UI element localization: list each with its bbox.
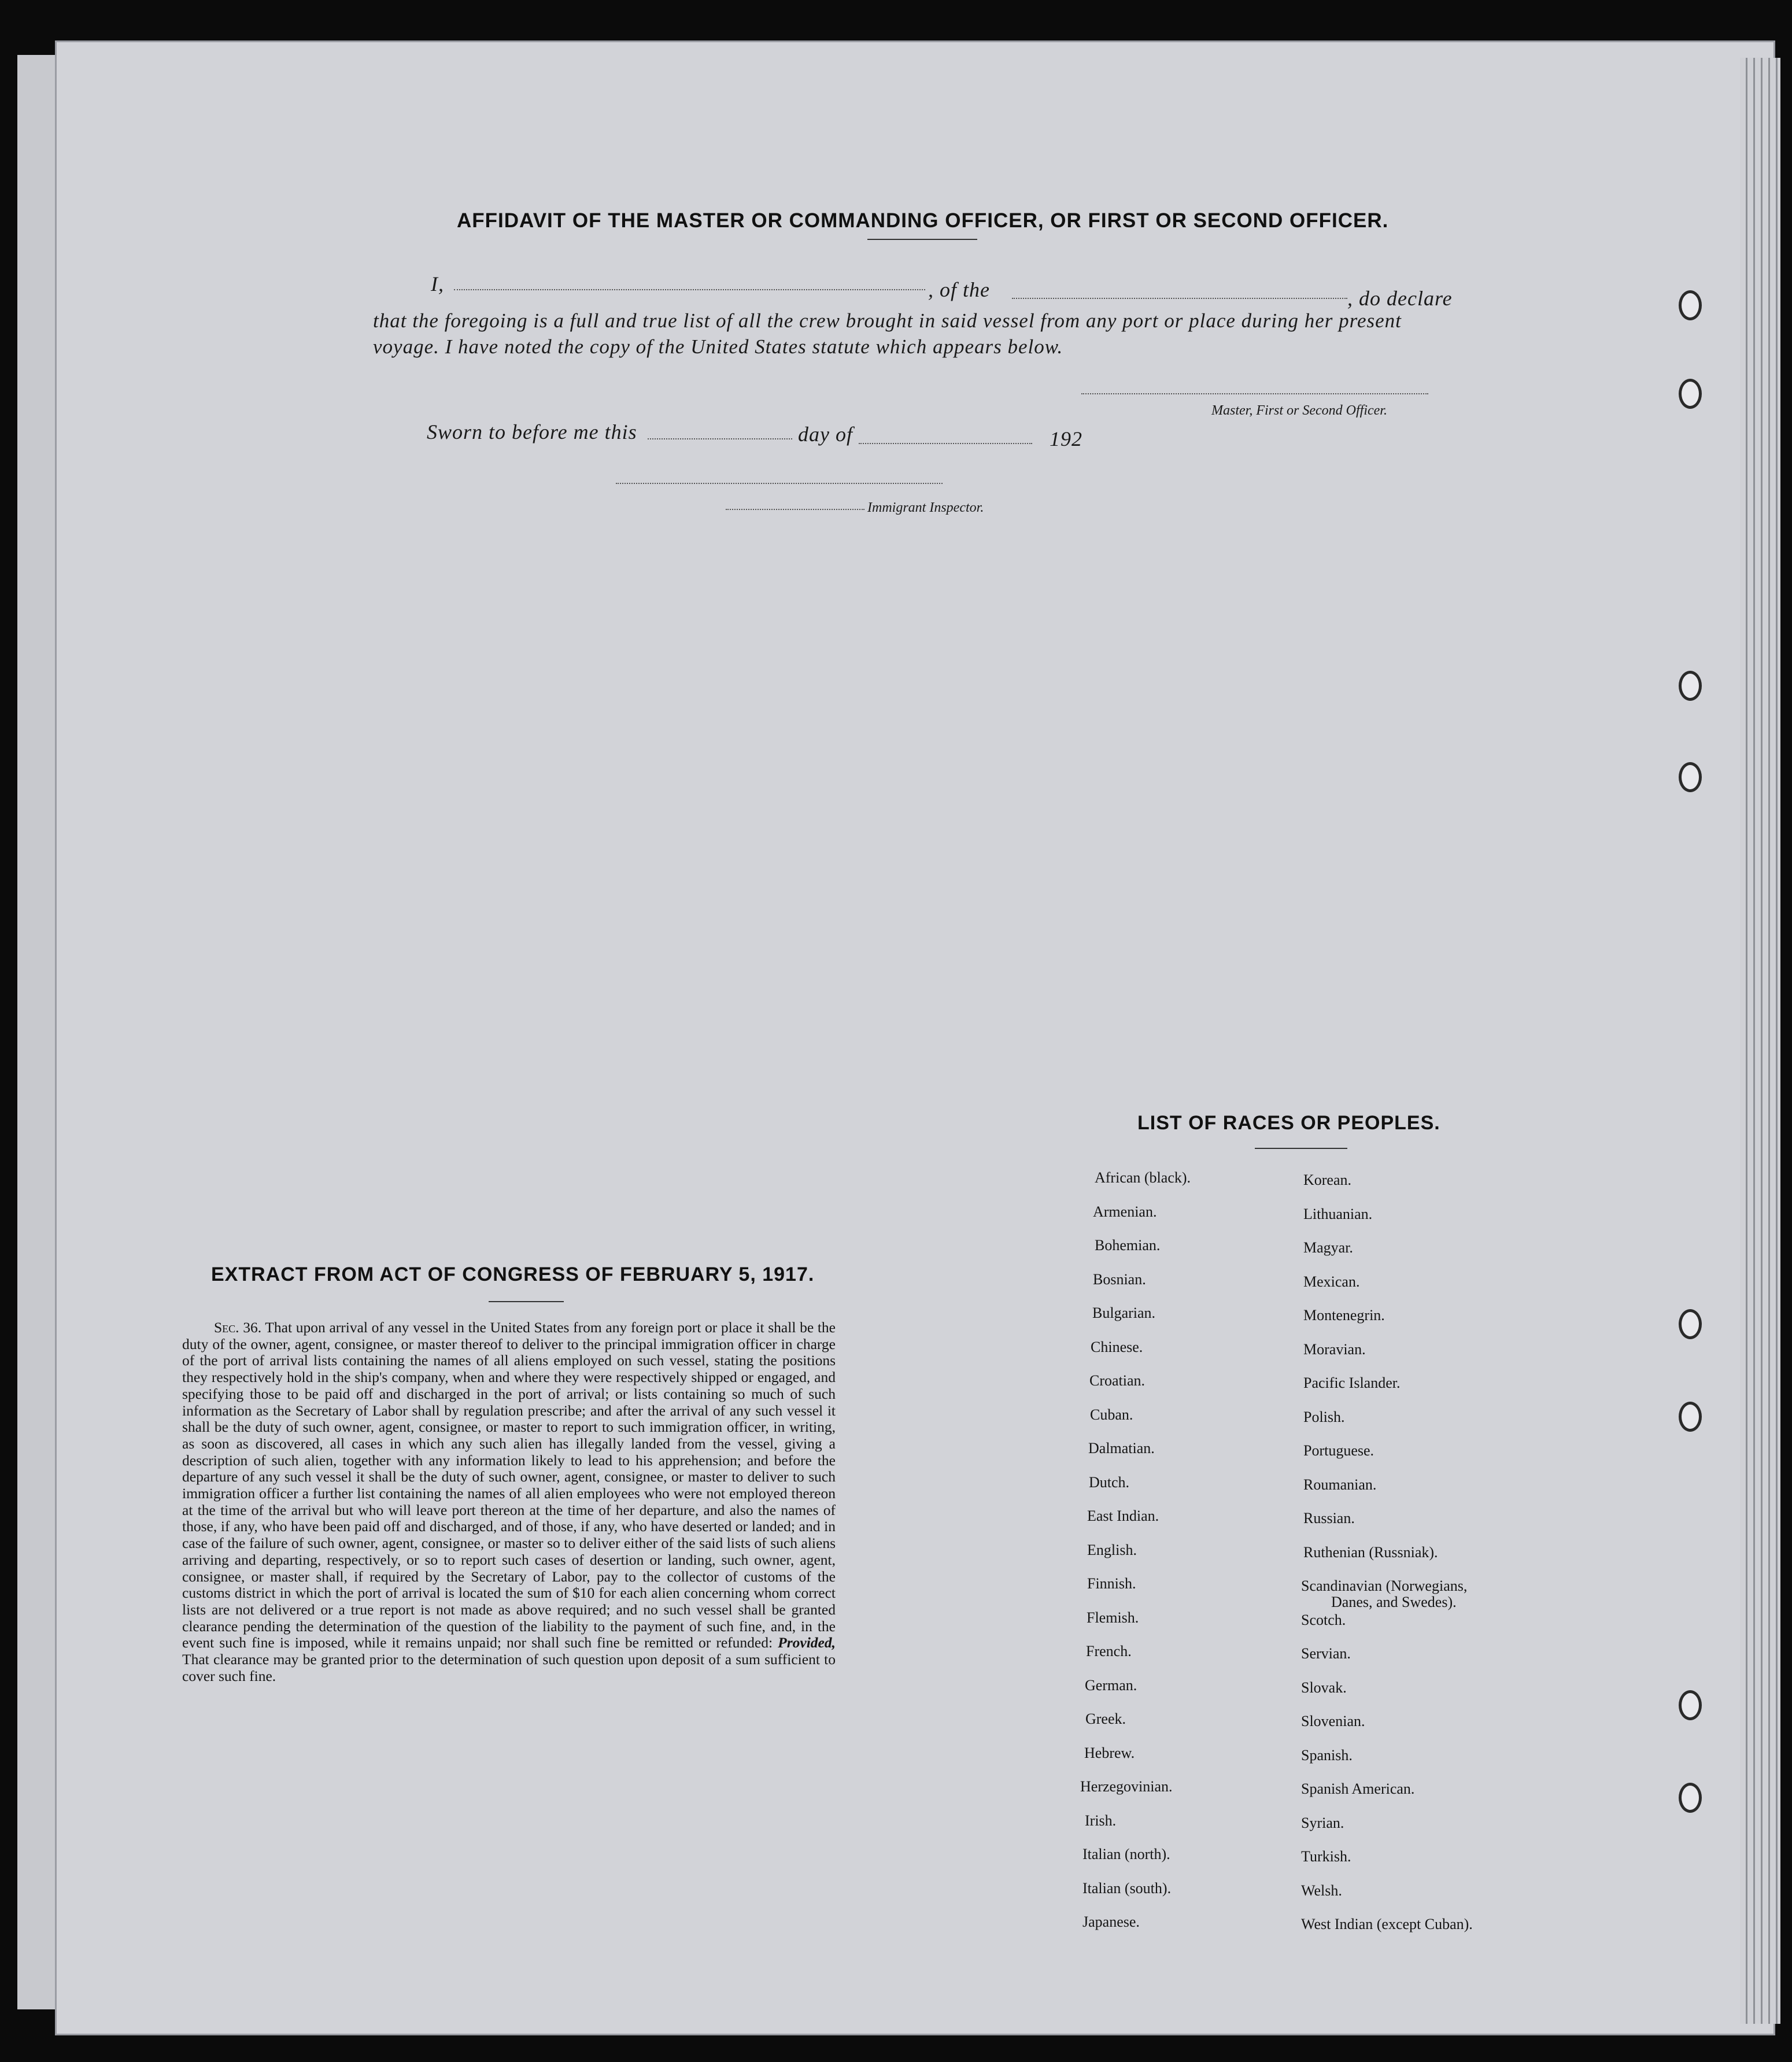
- race-item: Bosnian.: [1093, 1270, 1146, 1288]
- race-item: Scandinavian (Norwegians,: [1301, 1577, 1468, 1594]
- race-item: Italian (south).: [1082, 1879, 1172, 1897]
- punch-hole-icon: [1679, 1309, 1702, 1339]
- master-signature-line[interactable]: [1081, 393, 1428, 394]
- race-item: African (black).: [1095, 1169, 1191, 1186]
- race-item: Welsh.: [1301, 1882, 1342, 1899]
- race-item: Scotch.: [1301, 1611, 1346, 1628]
- race-item: Portuguese.: [1303, 1442, 1375, 1459]
- punch-hole-icon: [1679, 762, 1702, 792]
- race-item: Dalmatian.: [1088, 1440, 1155, 1457]
- affidavit-i-label: I,: [431, 272, 444, 295]
- race-item: Syrian.: [1301, 1814, 1344, 1831]
- punch-hole-icon: [1679, 1783, 1702, 1813]
- punch-hole-icon: [1679, 290, 1702, 320]
- race-item: Ruthenian (Russniak).: [1303, 1543, 1438, 1561]
- statute-section-label: Sec. 36.: [214, 1319, 262, 1336]
- statute-text-part2: That clearance may be granted prior to the determination of such question upon deposit of a sum sufficient to cover such fine.: [182, 1651, 836, 1684]
- race-item: Dutch.: [1089, 1473, 1130, 1491]
- race-item: Spanish American.: [1301, 1780, 1415, 1797]
- races-heading-rule: [1255, 1148, 1347, 1149]
- master-signature-label: Master, First or Second Officer.: [1211, 403, 1387, 418]
- race-item: English.: [1087, 1541, 1137, 1558]
- punch-hole-icon: [1679, 1402, 1702, 1432]
- race-item: Pacific Islander.: [1303, 1374, 1401, 1391]
- punch-hole-icon: [1679, 1690, 1702, 1720]
- race-item: Irish.: [1085, 1812, 1117, 1829]
- race-item: Japanese.: [1082, 1913, 1140, 1930]
- affidavit-heading-rule: [867, 239, 977, 240]
- inspector-label: Immigrant Inspector.: [867, 500, 984, 515]
- extract-heading-rule: [489, 1301, 564, 1302]
- race-item: Moravian.: [1303, 1340, 1366, 1358]
- race-item: East Indian.: [1087, 1507, 1159, 1524]
- race-item: Bulgarian.: [1092, 1305, 1156, 1321]
- race-item: Finnish.: [1087, 1575, 1136, 1592]
- race-item: Slovenian.: [1301, 1713, 1365, 1730]
- inspector-signature-line[interactable]: [726, 509, 864, 510]
- year-label: 192: [1050, 427, 1082, 450]
- sworn-month-line[interactable]: [859, 443, 1032, 444]
- race-item: Magyar.: [1303, 1239, 1353, 1256]
- day-of-label: day of: [798, 423, 853, 446]
- race-item: Herzegovinian.: [1080, 1778, 1173, 1795]
- page-stack-edge: [1740, 58, 1780, 2024]
- race-item: Roumanian.: [1303, 1476, 1377, 1493]
- race-item: Armenian.: [1093, 1203, 1157, 1220]
- race-item-continuation: Danes, and Swedes).: [1331, 1594, 1457, 1610]
- master-name-line[interactable]: [454, 289, 925, 290]
- affidavit-body-line3: voyage. I have noted the copy of the United States statute which appears below.: [373, 335, 1063, 358]
- race-item: Bohemian.: [1095, 1237, 1161, 1254]
- races-heading: LIST OF RACES OR PEOPLES.: [1137, 1112, 1440, 1134]
- statute-text-part1: That upon arrival of any vessel in the United States from any foreign port or place it shall be the duty of the owner, agent, consignee, or master thereof to deliver to the principal immigration officer in charge of the port of arrival lists containing the names of all aliens employed on such vessel, stating the positions they respectively hold in the ship's company, when and where they were respectively shipped or engaged, and specifying those to be paid off and discharged in the port of arrival; or lists containing so much of such information as the Secretary of Labor shall by regulation prescribe; and after the arrival of any such vessel it shall be the duty of such owner, agent, consignee, or master to report to such immigration officer, in writing, as soon as discovered, all cases in which any such alien has illegally landed from the vessel, giving a description of such alien, together with any information likely to lead to his apprehension; and before the departure of any such vessel it shall be the duty of such owner, agent, consignee, or master to deliver to such immigration officer a further list containing the names of all alien employees who were not employed thereon at the time of the arrival but who will leave port thereon at the time of her departure, and also the names of those, if any, who have been paid off and discharged, and of those, if any, who have deserted or landed; and in case of the failure of such owner, agent, consignee, or master so to deliver either of the said lists of such aliens arriving and departing, respectively, or so to report such cases of desertion or landing, such owner, agent, consignee, or master shall, if required by the Secretary of Labor, pay to the collector of customs of the customs district in which the port of arrival is located the sum of $10 for each alien concerning whom correct lists are not delivered or a true report is not made as above required; and no such vessel shall be granted clearance pending the determination of the question of the liability to the payment of such fine, and, in the event such fine is imposed, while it remains unpaid; nor shall such fine be remitted or refunded:: [182, 1319, 836, 1651]
- race-item: Hebrew.: [1084, 1744, 1135, 1761]
- punch-hole-icon: [1679, 671, 1702, 701]
- vessel-name-line[interactable]: [1012, 298, 1347, 299]
- race-item: French.: [1086, 1643, 1132, 1660]
- affidavit-heading: AFFIDAVIT OF THE MASTER OR COMMANDING OFFICER, OR FIRST OR SECOND OFFICER.: [457, 209, 1389, 232]
- race-item: Italian (north).: [1082, 1846, 1170, 1863]
- race-item: Slovak.: [1301, 1679, 1347, 1696]
- race-item: Spanish.: [1301, 1746, 1353, 1764]
- statute-provided-label: Provided,: [778, 1634, 836, 1651]
- race-item: Lithuanian.: [1303, 1205, 1373, 1222]
- sworn-label: Sworn to before me this: [427, 420, 637, 444]
- race-item: Russian.: [1303, 1510, 1355, 1527]
- race-item: Turkish.: [1301, 1848, 1351, 1865]
- affidavit-body-line2: that the foregoing is a full and true list of all the crew brought in said vessel from any port or place during her present: [373, 309, 1402, 332]
- statute-text: [182, 1320, 836, 1684]
- race-item: Flemish.: [1087, 1609, 1139, 1626]
- race-item: Servian.: [1301, 1645, 1351, 1662]
- race-item: Montenegrin.: [1303, 1307, 1385, 1324]
- inspector-signature-line-upper[interactable]: [616, 483, 943, 484]
- race-item: Croatian.: [1089, 1372, 1146, 1389]
- race-item: Polish.: [1303, 1408, 1345, 1425]
- affidavit-do-declare-label: , do declare: [1347, 287, 1453, 310]
- race-item: Chinese.: [1091, 1338, 1143, 1355]
- race-item: West Indian (except Cuban).: [1301, 1916, 1473, 1932]
- extract-heading: EXTRACT FROM ACT OF CONGRESS OF FEBRUARY 5, 1917.: [211, 1263, 815, 1285]
- affidavit-of-the-label: , of the: [928, 278, 990, 301]
- race-item: Korean.: [1303, 1172, 1352, 1188]
- sworn-day-line[interactable]: [648, 438, 792, 439]
- race-item: Cuban.: [1090, 1406, 1133, 1423]
- race-item: Mexican.: [1303, 1273, 1360, 1290]
- punch-hole-icon: [1679, 379, 1702, 409]
- race-item: Greek.: [1085, 1710, 1126, 1727]
- race-item: German.: [1085, 1676, 1137, 1694]
